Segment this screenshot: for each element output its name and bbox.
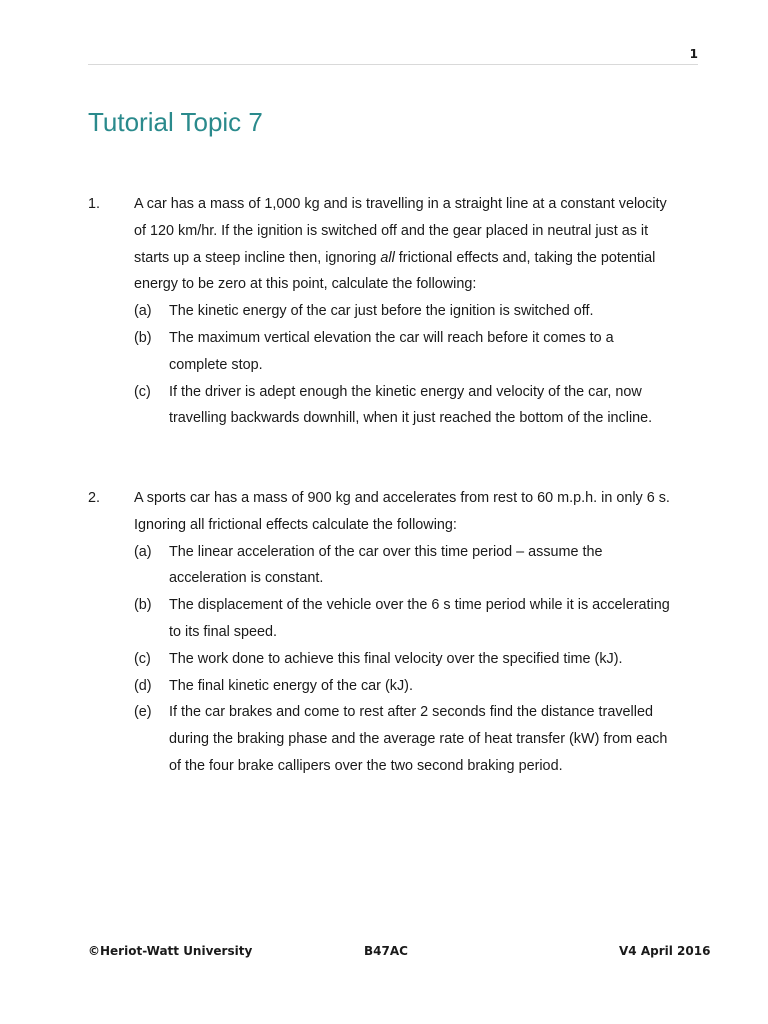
part-text-line: complete stop. [169, 356, 263, 373]
question-text-line: A sports car has a mass of 900 kg and accelerates from rest to 60 m.p.h. in only 6 s. [134, 490, 670, 506]
part-text-line: If the driver is adept enough the kinetic energy and velocity of the car, now [169, 383, 642, 400]
part-text-line: If the car brakes and come to rest after 2 seconds find the distance travelled [169, 704, 653, 721]
part-text-line: to its final speed. [169, 624, 277, 640]
emphasis-text: all [380, 249, 395, 266]
part-text-line: The final kinetic energy of the car (kJ). [169, 677, 413, 694]
footer-course-code: B47AC [364, 944, 408, 958]
question-number: 1. [88, 196, 101, 212]
part-text-line: The linear acceleration of the car over this time period – assume the [169, 543, 603, 560]
part-letter: (d) [134, 677, 152, 694]
part-text-line: travelling backwards downhill, when it just reached the bottom of the incline. [169, 410, 653, 427]
part-text-line: The work done to achieve this final velocity over the specified time (kJ). [169, 650, 623, 667]
question-number: 2. [88, 490, 101, 506]
footer-version: V4 April 2016 [619, 944, 711, 958]
footer-copyright: ©Heriot-Watt University [88, 944, 253, 958]
part-letter: (a) [134, 543, 152, 560]
question-text-segment: frictional effects and, taking the potential [394, 249, 656, 266]
question-text-line: energy to be zero at this point, calculate the following: [134, 276, 477, 293]
part-letter: (c) [134, 650, 151, 667]
header-divider [88, 64, 698, 65]
part-text-line: The kinetic energy of the car just before the ignition is switched off. [169, 303, 594, 320]
question-text-segment: starts up a steep incline then, ignoring [134, 249, 381, 266]
part-letter: (a) [134, 303, 152, 320]
question-text-line: A car has a mass of 1,000 kg and is travelling in a straight line at a constant velocity [134, 196, 667, 212]
question-text-line [134, 250, 655, 266]
page-title: Tutorial Topic 7 [88, 107, 263, 137]
part-text-line: during the braking phase and the average rate of heat transfer (kW) from each [169, 731, 668, 748]
part-letter: (c) [134, 383, 151, 400]
part-text-line: acceleration is constant. [169, 570, 324, 587]
question-text-line: of 120 km/hr. If the ignition is switched off and the gear placed in neutral just as it [134, 222, 649, 239]
page-number: 1 [689, 47, 698, 61]
part-letter: (e) [134, 704, 152, 721]
question-text-line: Ignoring all frictional effects calculate the following: [134, 516, 457, 533]
part-text-line: of the four brake callipers over the two second braking period. [169, 758, 563, 774]
part-text-line: The maximum vertical elevation the car will reach before it comes to a [169, 330, 614, 346]
part-text-line: The displacement of the vehicle over the 6 s time period while it is accelerating [169, 597, 670, 614]
part-letter: (b) [134, 597, 152, 614]
part-letter: (b) [134, 330, 152, 346]
